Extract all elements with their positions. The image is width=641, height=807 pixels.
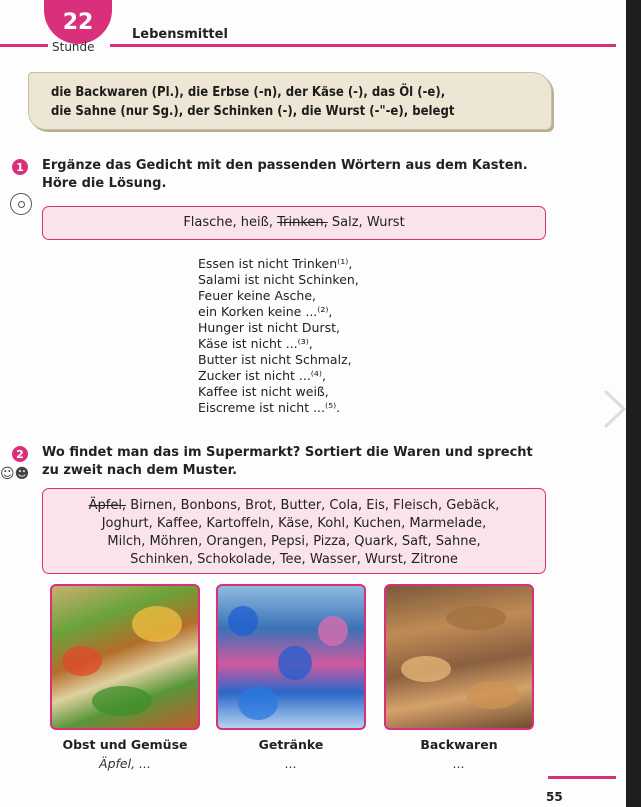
poem-line: ein Korken keine ...⁽²⁾, bbox=[198, 304, 333, 319]
next-page-chevron-icon[interactable] bbox=[600, 388, 628, 430]
word-list-end: Salz, Wurst bbox=[327, 215, 405, 230]
vocab-line-2: die Sahne (nur Sg.), der Schinken (-), die Wurst (-"-e), belegt bbox=[51, 104, 455, 119]
category-example: Äpfel, ... bbox=[99, 756, 151, 771]
category-title: Backwaren bbox=[420, 737, 498, 752]
exercise-1-number: 1 bbox=[12, 159, 28, 175]
page-number: 55 bbox=[546, 790, 563, 804]
audio-cd-icon[interactable] bbox=[10, 193, 32, 215]
exercise-2-number: 2 bbox=[12, 446, 28, 462]
word-line: Joghurt, Kaffee, Kartoffeln, Käse, Kohl, Kuchen, Marmelade, bbox=[101, 516, 487, 531]
category-example: ... bbox=[285, 756, 297, 771]
poem-line: Eiscreme ist nicht ...⁽⁵⁾. bbox=[198, 400, 341, 415]
viewer-edge bbox=[626, 0, 641, 807]
poem-line: Hunger ist nicht Durst, bbox=[198, 320, 340, 335]
exercise-2-instruction: Wo findet man das im Supermarkt? Sortiert die Waren und sprecht zu zweit nach dem Muster. bbox=[42, 445, 533, 478]
category-example: ... bbox=[453, 756, 465, 771]
lesson-label: Stunde bbox=[52, 40, 95, 54]
word-box-2 bbox=[42, 488, 546, 574]
poem-line: Zucker ist nicht ...⁽⁴⁾, bbox=[198, 368, 326, 383]
pair-talk-icon: ☺☻ bbox=[0, 466, 30, 482]
struck-word: Trinken, bbox=[277, 215, 328, 230]
word-box-1 bbox=[42, 206, 546, 240]
bakery-photo bbox=[384, 584, 534, 730]
lesson-number-badge: 22 bbox=[44, 0, 112, 44]
poem-line: Kaffee ist nicht weiß, bbox=[198, 384, 329, 399]
vocabulary-scroll bbox=[28, 72, 552, 130]
poem-line: Feuer keine Asche, bbox=[198, 288, 316, 303]
poem-line: Salami ist nicht Schinken, bbox=[198, 272, 359, 287]
category-title: Obst und Gemüse bbox=[62, 737, 188, 752]
poem bbox=[198, 256, 359, 416]
word-line: Schinken, Schokolade, Tee, Wasser, Wurst, Zitrone bbox=[130, 552, 458, 567]
word-line: Birnen, Bonbons, Brot, Butter, Cola, Eis, Fleisch, Gebäck, bbox=[126, 498, 500, 513]
fruit-vegetable-photo bbox=[50, 584, 200, 730]
header-rule-right bbox=[110, 44, 616, 47]
poem-line: Käse ist nicht ...⁽³⁾, bbox=[198, 336, 313, 351]
footer-rule bbox=[548, 776, 616, 779]
header-rule-left bbox=[0, 44, 48, 47]
category-title: Getränke bbox=[258, 737, 324, 752]
drinks-photo bbox=[216, 584, 366, 730]
poem-line: Essen ist nicht Trinken⁽¹⁾, bbox=[198, 256, 353, 271]
vocab-line-1: die Backwaren (Pl.), die Erbse (-n), der Käse (-), das Öl (-e), bbox=[51, 85, 446, 100]
word-list-start: Flasche, heiß, bbox=[183, 215, 278, 230]
exercise-1-instruction: Ergänze das Gedicht mit den passenden Wörtern aus dem Kasten. Höre die Lösung. bbox=[42, 158, 528, 191]
lesson-title: Lebensmittel bbox=[132, 27, 228, 42]
word-line: Milch, Möhren, Orangen, Pepsi, Pizza, Quark, Saft, Sahne, bbox=[107, 534, 481, 549]
poem-line: Butter ist nicht Schmalz, bbox=[198, 352, 352, 367]
struck-word: Äpfel, bbox=[88, 498, 127, 513]
